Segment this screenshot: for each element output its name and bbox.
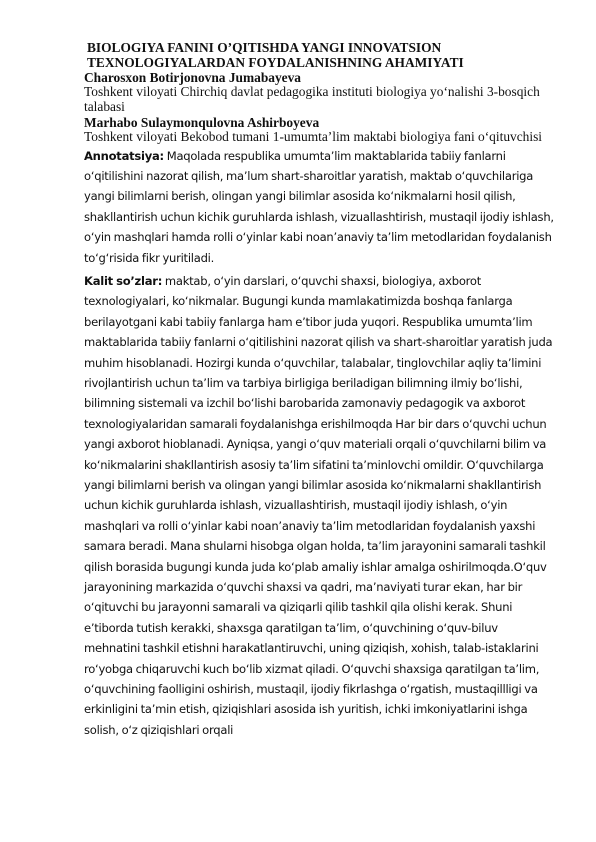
article-page (84, 40, 554, 740)
annotation-text: Maqolada respublika umumta’lim maktablarida tabiiy fanlarni o‘qitilishini nazorat qilish, ma’lum shart-sharoitlar yaratish, maktab o‘quvchilariga yangi bilimlarni berish, olingan yangi bilimlar asosida ko‘nikmalarni hosil qilish, shakllantirish uchun kichik guruhlarda ishlash, vizuallashtirish, mustaqil ijodiy ishlash, o‘yin mashqlari hamda rolli o‘yinlar kabi noan’anaviy ta’lim metodlaridan foydalanish to‘g‘risida fikr yuritiladi. (84, 148, 554, 265)
author-affiliation: Toshkent viloyati Chirchiq davlat pedagogika instituti biologiya yo‘nalishi 3-bosqich talabasi (84, 84, 540, 114)
author-affiliation: Toshkent viloyati Bekobod tumani 1-umumta’lim maktabi biologiya fani o‘qituvchisi (84, 129, 542, 144)
annotation-paragraph (84, 146, 554, 268)
author-name: Charosxon Botirjonovna Jumabayeva (84, 70, 302, 85)
annotation-label: Annotatsiya: (84, 148, 164, 163)
keywords-text: maktab, o‘yin darslari, o‘quvchi shaxsi, biologiya, axborot texnologiyalari, ko‘nikmalar. Bugungi kunda mamlakatimizda boshqa fanlarga berilayotgani kabi tabiiy fanlarga ham e’tibor juda yuqori. Respublika umumta’lim maktablarida tabiiy fanlarni o‘qitilishini nazorat qilish va shart-sharoitlar yaratish juda muhim hisoblanadi. Hozirgi kunda o‘quvchilar, talabalar, tinglovchilar aqliy ta’limini rivojlantirish uchun ta’lim va tarbiya birligiga beriladigan bilimning ilmiy bo‘lishi, bilimning sistemali va izchil bo‘lishi barobarida zamonaviy pedagogik va axborot texnologiyalaridan samarali foydalanishga erishilmoqda Har bir dars o‘quvchi uchun yangi axborot hioblanadi. Ayniqsa, yangi o‘quv materiali orqali o‘quvchilarni bilim va ko‘nikmalarini shakllantirish asosiy ta’lim sifatini ta’minlovchi omildir. O‘quvchilarga yangi bilimlarni berish va olingan yangi bilimlar asosida ko‘nikmalarni shakllantirish uchun kichik guruhlarda ishlash, vizuallashtirish, mustaqil ijodiy ishlash, o‘yin mashqlari va rolli o‘yinlar kabi noan’anaviy ta’lim metodlaridan foydalanish yaxshi samara beradi. Mana shularni hisobga olgan holda, ta’lim jarayonini samarali tashkil qilish borasida bugungi kunda juda ko‘plab amaliy ishlar amalga oshirilmoqda.O‘quv jarayonining markazida o‘quvchi shaxsi va qadri, ma’naviyati turar ekan, har bir o‘qituvchi bu jarayonni samarali va qiziqarli qilib tashkil qila olishi kerak. Shuni e’tiborda tutish kerakki, shaxsga qaratilgan ta’lim, o‘quvchining o‘quv-biluv mehnatini tashkil etishni harakatlantiruvchi, uning qiziqish, xohish, talab-istaklarini ro‘yobga chiqaruvchi kuch bo‘lib xizmat qiladi. O‘quvchi shaxsiga qaratilgan ta’lim, o‘quvchining faolligini oshirish, mustaqil, ijodiy fikrlashga o‘rgatish, mustaqillligi va erkinligini ta’min etish, qiziqishlari asosida ish yuritish, ichki imkoniyatlarini ishga solish, o‘z qiziqishlari orqali (84, 273, 553, 737)
title-line-1: BIOLOGIYA FANINI O’QITISHDA YANGI INNOVATSION (87, 40, 442, 55)
author-name: Marhabo Sulaymonqulovna Ashirboyeva (84, 115, 320, 130)
article-title (84, 40, 554, 70)
keywords-paragraph (84, 271, 554, 740)
author-block-1 (84, 70, 554, 114)
author-block-2 (84, 115, 554, 145)
keywords-label: Kalit so’zlar: (84, 273, 163, 288)
title-line-2: TEXNOLOGIYALARDAN FOYDALANISHNING AHAMIYATI (87, 55, 464, 70)
